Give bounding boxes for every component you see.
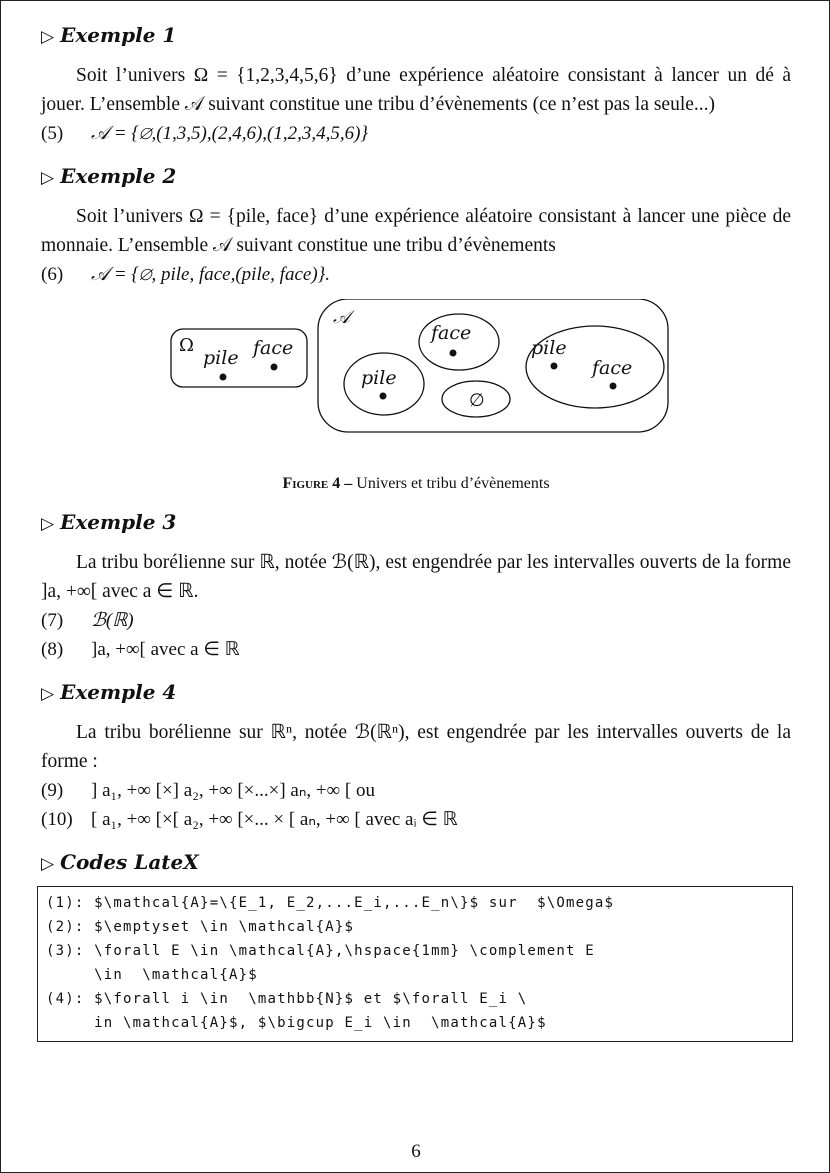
event-pile-face-face-label: face — [592, 357, 633, 379]
event-face-point — [450, 350, 457, 357]
example-2-paragraph: Soit l’univers Ω = {pile, face} d’une expérience aléatoire consistant à lancer une pièce de monnaie. L’ensemble 𝒜 suivant constitue une tribu d’évènements — [41, 206, 791, 256]
page-number: 6 — [411, 1141, 421, 1162]
example-4-paragraph: La tribu borélienne sur ℝⁿ, notée ℬ(ℝⁿ), est engendrée par les intervalles ouverts de la forme : — [41, 722, 791, 772]
example-1-paragraph: Soit l’univers Ω = {1,2,3,4,5,6} d’une expérience aléatoire consistant à lancer un dé à jouer. L’ensemble 𝒜 suivant constitue une tribu d’évènements (ce n’est pas la seule...) — [41, 65, 791, 115]
page-content — [41, 21, 791, 1042]
figure-4 — [41, 299, 791, 474]
omega-pile-point — [220, 374, 227, 381]
equation-7: (7) ℬ(ℝ) — [41, 610, 134, 631]
event-pile-label: pile — [361, 367, 397, 389]
code-line: \in \mathcal{A}$ — [46, 967, 258, 983]
code-line: (3): \forall E \in \mathcal{A},\hspace{1mm} \complement E — [46, 943, 595, 959]
figure-4-diagram — [41, 299, 791, 474]
empty-set-label: ∅ — [469, 390, 485, 411]
codes-latex-heading: ▷ Codes LateX — [41, 850, 199, 874]
code-line: in \mathcal{A}$, $\bigcup E_i \in \mathcal{A}$ — [46, 1015, 547, 1031]
omega-face-point — [271, 364, 278, 371]
event-face-label: face — [431, 322, 472, 344]
event-pile-point — [380, 393, 387, 400]
omega-pile-label: pile — [203, 347, 239, 369]
latex-code-block — [37, 886, 793, 1042]
equation-9: (9) ] a₁, +∞ [×] a₂, +∞ [×...×] aₙ, +∞ [ ou — [41, 780, 376, 801]
code-line: (1): $\mathcal{A}=\{E_1, E_2,...E_i,...E_n\}$ sur $\Omega$ — [46, 895, 615, 911]
event-pile-face-pile-label: pile — [531, 337, 567, 359]
equation-5: (5) 𝒜 = {∅,(1,3,5),(2,4,6),(1,2,3,4,5,6)} — [41, 123, 369, 144]
equation-10: (10) [ a₁, +∞ [×[ a₂, +∞ [×... × [ aₙ, +∞ [ avec aᵢ ∈ ℝ — [41, 809, 458, 830]
event-pile-face-face-point — [610, 383, 617, 390]
example-2-heading: ▷ Exemple 2 — [41, 164, 177, 188]
code-line: (2): $\emptyset \in \mathcal{A}$ — [46, 919, 355, 935]
code-line: (4): $\forall i \in \mathbb{N}$ et $\forall E_i \ — [46, 991, 528, 1007]
example-4-heading: ▷ Exemple 4 — [41, 680, 177, 704]
omega-label: Ω — [179, 335, 194, 356]
event-pile-face-pile-point — [551, 363, 558, 370]
figure-caption: Figure 4 – Univers et tribu d’évènements — [282, 475, 550, 492]
example-3-heading: ▷ Exemple 3 — [41, 510, 177, 534]
example-3-paragraph: La tribu borélienne sur ℝ, notée ℬ(ℝ), est engendrée par les intervalles ouverts de la forme ]a, +∞[ avec a ∈ ℝ. — [41, 552, 791, 602]
equation-6: (6) 𝒜 = {∅, pile, face,(pile, face)}. — [41, 264, 330, 285]
omega-face-label: face — [253, 337, 294, 359]
example-1-heading: ▷ Exemple 1 — [41, 23, 177, 47]
tribu-label: 𝒜 — [333, 307, 351, 328]
equation-8: (8) ]a, +∞[ avec a ∈ ℝ — [41, 639, 240, 660]
